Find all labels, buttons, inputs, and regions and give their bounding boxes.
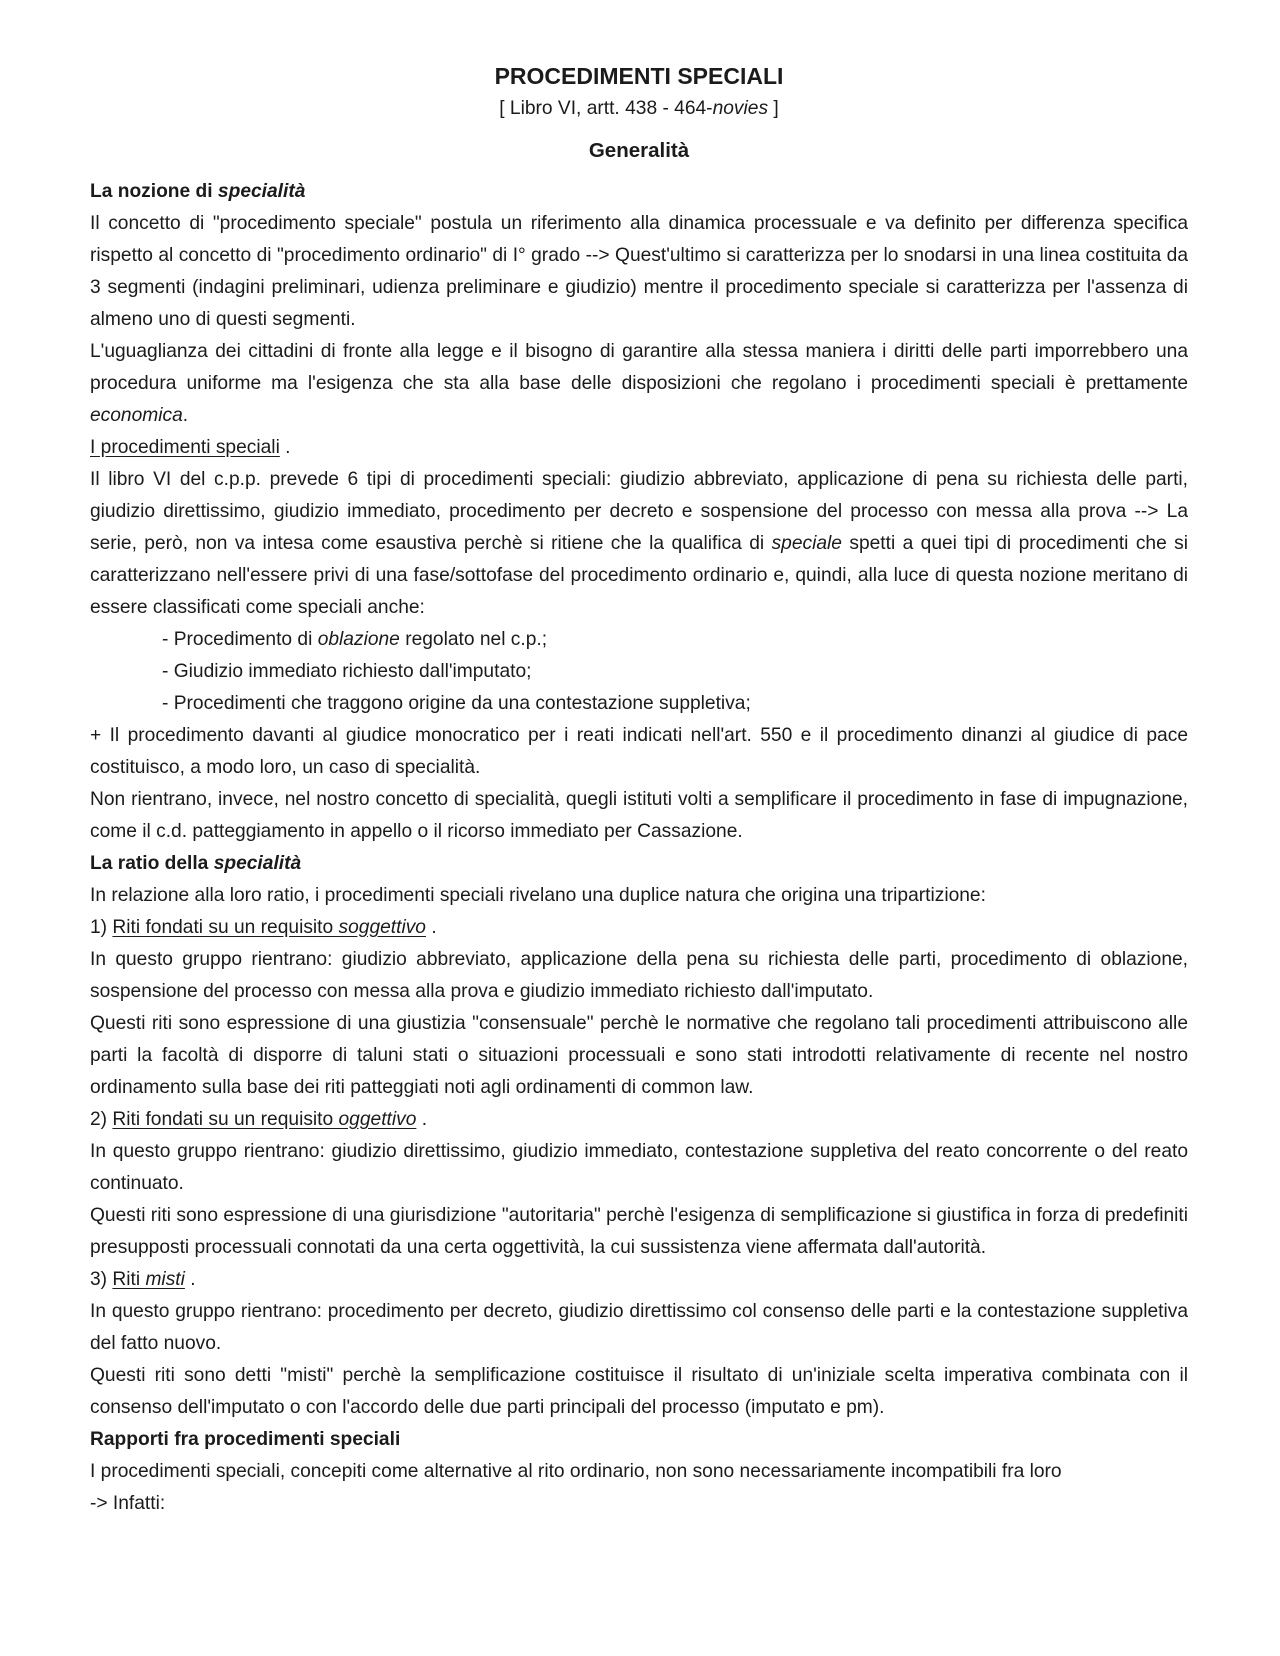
subheading-procedimenti (90, 432, 1188, 464)
list-item: - Giudizio immediato richiesto dall'imputato; (162, 661, 532, 682)
group-2-heading (90, 1104, 1188, 1136)
paragraph: Non rientrano, invece, nel nostro concetto di specialità, quegli istituti volti a semplificare il procedimento in fase di impugnazione, come il c.d. patteggiamento in appello o il ricorso immediato per Cassazione. (90, 789, 1188, 842)
group-title-end: . (184, 1269, 196, 1290)
paragraph: In questo gruppo rientrano: giudizio abbreviato, applicazione della pena su richiesta delle parti, procedimento di oblazione, sospensione del processo con messa alla prova e giudizio immediato richiesto dall'imputato. (90, 949, 1188, 1002)
group-title-italic: soggettivo (338, 917, 426, 938)
heading-ratio-italic: specialità (213, 853, 302, 874)
speciali-list (90, 624, 1188, 720)
paragraph-end: spetti a quei tipi di procedimenti che si caratterizzano nell'essere privi di una fase/sottofase del procedimento ordinario e, quindi, alla luce di questa nozione meritano di essere classificati come speciali anche: (90, 533, 1189, 618)
paragraph: In questo gruppo rientrano: procedimento per decreto, giudizio direttissimo col consenso delle parti e la contestazione suppletiva del fatto nuovo. (90, 1301, 1188, 1354)
paragraph: In questo gruppo rientrano: giudizio direttissimo, giudizio immediato, contestazione suppletiva del reato concorrente o del reato continuato. (90, 1141, 1188, 1194)
group-title (112, 1109, 416, 1130)
paragraph: -> Infatti: (90, 1493, 166, 1514)
paragraph: Questi riti sono espressione di una giustizia "consensuale" perchè le normative che regolano tali procedimenti attribuiscono alle parti la facoltà di disporre di taluni stati o situazioni processuali e sono stati introdotti relativamente di recente nel nostro ordinamento sulla base dei riti patteggiati noti agli ordinamenti di common law. (90, 1013, 1188, 1098)
group-title-text: Riti fondati su un requisito (112, 917, 339, 938)
list-item (162, 624, 1188, 656)
heading-ratio (90, 848, 1188, 880)
paragraph-text: Il libro VI del c.p.p. prevede 6 tipi di procedimenti speciali: giudizio abbreviato, applicazione di pena su richiesta delle parti, giudizio direttissimo, giudizio immediato, procedimento per decreto e sospensione del processo con messa alla prova --> La serie, però, non va intesa come esaustiva perchè si ritiene che la qualifica di (90, 469, 1188, 554)
document-page (90, 58, 1188, 1520)
heading-nozione-italic: specialità (217, 181, 306, 202)
group-title-text: Riti (112, 1269, 146, 1290)
list-item: - Procedimenti che traggono origine da una contestazione suppletiva; (162, 693, 751, 714)
group-number: 2) (90, 1109, 113, 1130)
group-title-italic: misti (145, 1269, 185, 1290)
list-item-end: regolato nel c.p.; (399, 629, 548, 650)
paragraph: Il concetto di "procedimento speciale" postula un riferimento alla dinamica processuale e va definito per differenza specifica rispetto al concetto di "procedimento ordinario" di I° grado --> Quest'ultimo si caratterizza per lo snodarsi in una linea costituita da 3 segmenti (indagini preliminari, udienza preliminare e giudizio) mentre il procedimento speciale si caratterizza per l'assenza di almeno uno di questi segmenti. (90, 213, 1188, 330)
group-1-heading (90, 912, 1188, 944)
subtitle-italic: novies (712, 98, 769, 119)
paragraph: In relazione alla loro ratio, i procedimenti speciali rivelano una duplice natura che origina una tripartizione: (90, 885, 986, 906)
paragraph-end: . (182, 405, 189, 426)
group-title-text: Riti fondati su un requisito (112, 1109, 339, 1130)
list-item-italic: oblazione (317, 629, 400, 650)
group-title-end: . (416, 1109, 428, 1130)
paragraph: Questi riti sono detti "misti" perchè la semplificazione costituisce il risultato di un'iniziale scelta imperativa combinata con il consenso dell'imputato o con l'accordo delle due parti principali del processo (imputato e pm). (90, 1365, 1188, 1418)
paragraph: + Il procedimento davanti al giudice monocratico per i reati indicati nell'art. 550 e il procedimento dinanzi al giudice di pace costituisco, a modo loro, un caso di specialità. (90, 725, 1188, 778)
group-number: 1) (90, 917, 113, 938)
group-title (112, 917, 426, 938)
list-item-text: - Procedimento di (162, 629, 318, 650)
paragraph: I procedimenti speciali, concepiti come alternative al rito ordinario, non sono necessariamente incompatibili fra loro (90, 1461, 1062, 1482)
group-3-heading (90, 1264, 1188, 1296)
subtitle-text: [ Libro VI, artt. 438 - 464- (499, 98, 713, 119)
group-title (112, 1269, 184, 1290)
paragraph-italic: economica (90, 405, 183, 426)
subheading-underlined: I procedimenti speciali (90, 437, 280, 458)
group-title-italic: oggettivo (338, 1109, 417, 1130)
paragraph: Questi riti sono espressione di una giurisdizione "autoritaria" perchè l'esigenza di semplificazione si giustifica in forza di predefiniti presupposti processuali connotati da una certa oggettività, la cui sussistenza viene affermata dall'autorità. (90, 1205, 1188, 1258)
group-title-end: . (425, 917, 437, 938)
subtitle-end: ] (768, 98, 779, 119)
paragraph (90, 336, 1188, 432)
paragraph (90, 464, 1188, 624)
heading-rapporti: Rapporti fra procedimenti speciali (90, 1429, 401, 1450)
page-subtitle (90, 94, 1188, 124)
heading-nozione-text: La nozione di (90, 181, 218, 202)
group-number: 3) (90, 1269, 113, 1290)
section-title: Generalità (588, 139, 690, 162)
paragraph-italic: speciale (771, 533, 842, 554)
heading-ratio-text: La ratio della (90, 853, 214, 874)
heading-nozione (90, 176, 1188, 208)
paragraph-text: L'uguaglianza dei cittadini di fronte alla legge e il bisogno di garantire alla stessa maniera i diritti delle parti imporrebbero una procedura uniforme ma l'esigenza che sta alla base delle disposizioni che regolano i procedimenti speciali è prettamente (90, 341, 1188, 394)
page-title: PROCEDIMENTI SPECIALI (494, 63, 784, 89)
subheading-end: . (279, 437, 291, 458)
